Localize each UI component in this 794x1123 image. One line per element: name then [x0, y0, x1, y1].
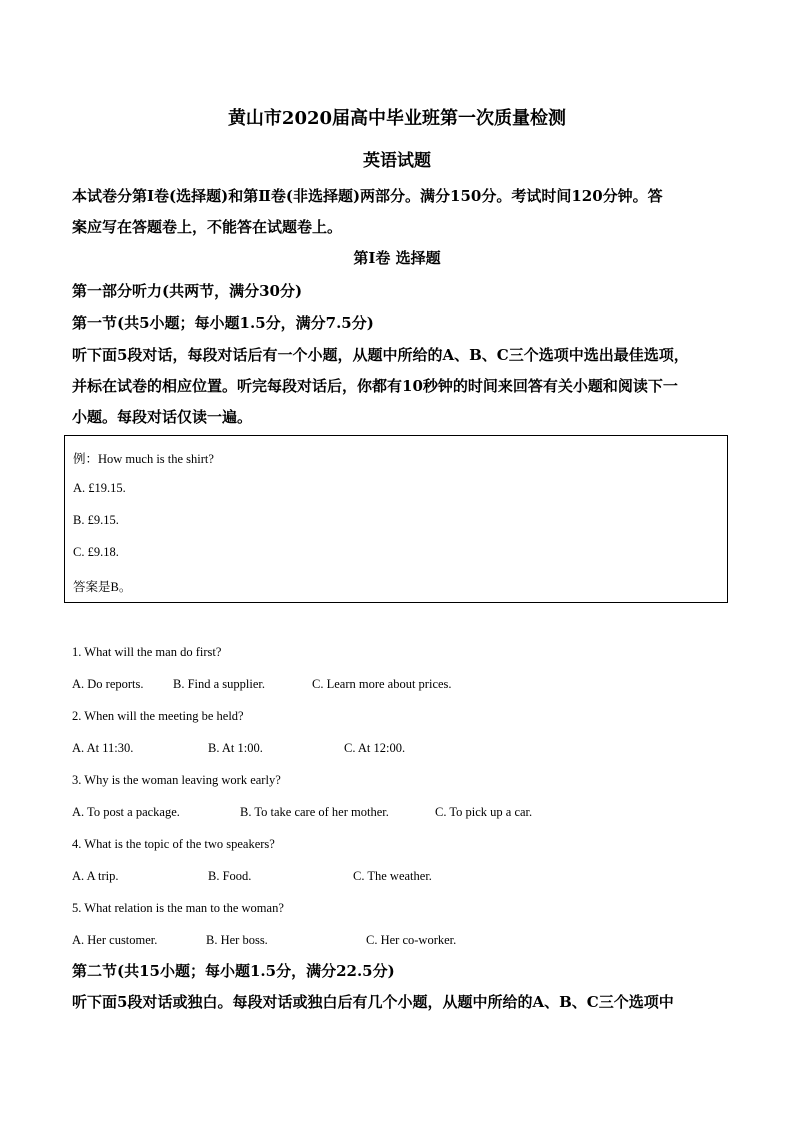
q5-option-b: B. Her boss. [206, 933, 268, 947]
q3-option-c: C. To pick up a car. [435, 805, 533, 819]
q4-option-b: B. Food. [208, 869, 252, 883]
question-5: 5. What relation is the man to the woman? [72, 901, 284, 915]
example-option-c: C. £9.18. [73, 545, 119, 559]
example-option-b: B. £9.15. [73, 513, 119, 527]
q1-option-c: C. Learn more about prices. [312, 677, 452, 691]
example-answer: 答案是B。 [73, 580, 132, 594]
q2-option-a: A. At 11:30. [72, 741, 134, 755]
section2-instruction: 听下面5段对话或独白。每段对话或独白后有几个小题，从题中所给的A、B、C三个选项中 [72, 993, 674, 1011]
q3-option-a: A. To post a package. [72, 805, 180, 819]
q2-option-c: C. At 12:00. [344, 741, 406, 755]
question-3: 3. Why is the woman leaving work early? [72, 773, 281, 787]
q3-option-b: B. To take care of her mother. [240, 805, 389, 819]
q5-option-c: C. Her co-worker. [366, 933, 457, 947]
volume-title: 第Ⅰ卷 选择题 [353, 249, 441, 267]
q1-option-b: B. Find a supplier. [173, 677, 266, 691]
intro-line: 本试卷分第Ⅰ卷(选择题)和第Ⅱ卷(非选择题)两部分。满分150分。考试时间120分钟。答 [72, 187, 663, 205]
section1-heading: 第一节(共5小题；每小题1.5分，满分7.5分) [72, 314, 374, 332]
q4-option-c: C. The weather. [353, 869, 432, 883]
exam-subtitle: 英语试题 [363, 151, 431, 171]
q4-option-a: A. A trip. [72, 869, 119, 883]
intro-paragraph [72, 181, 722, 243]
example-option-a: A. £19.15. [73, 481, 126, 495]
question-1: 1. What will the man do first? [72, 645, 222, 659]
instruction-line: 小题。每段对话仅读一遍。 [72, 408, 253, 426]
q2-option-b: B. At 1:00. [208, 741, 263, 755]
example-box [64, 435, 728, 603]
instruction-line: 听下面5段对话，每段对话后有一个小题，从题中所给的A、B、C三个选项中选出最佳选项， [72, 346, 689, 364]
question-4: 4. What is the topic of the two speakers? [72, 837, 275, 851]
exam-title: 黄山市2020届高中毕业班第一次质量检测 [227, 108, 567, 129]
instruction-line: 并标在试卷的相应位置。听完每段对话后，你都有10秒钟的时间来回答有关小题和阅读下一 [72, 377, 678, 395]
q5-option-a: A. Her customer. [72, 933, 158, 947]
question-2: 2. When will the meeting be held? [72, 709, 244, 723]
part1-heading: 第一部分听力(共两节，满分30分) [72, 282, 303, 300]
example-question: 例：How much is the shirt? [73, 452, 214, 466]
q1-option-a: A. Do reports. [72, 677, 144, 691]
section1-instructions [72, 340, 722, 433]
section2-heading: 第二节(共15小题；每小题1.5分，满分22.5分) [72, 962, 395, 980]
intro-line: 案应写在答题卷上，不能答在试题卷上。 [72, 218, 343, 236]
